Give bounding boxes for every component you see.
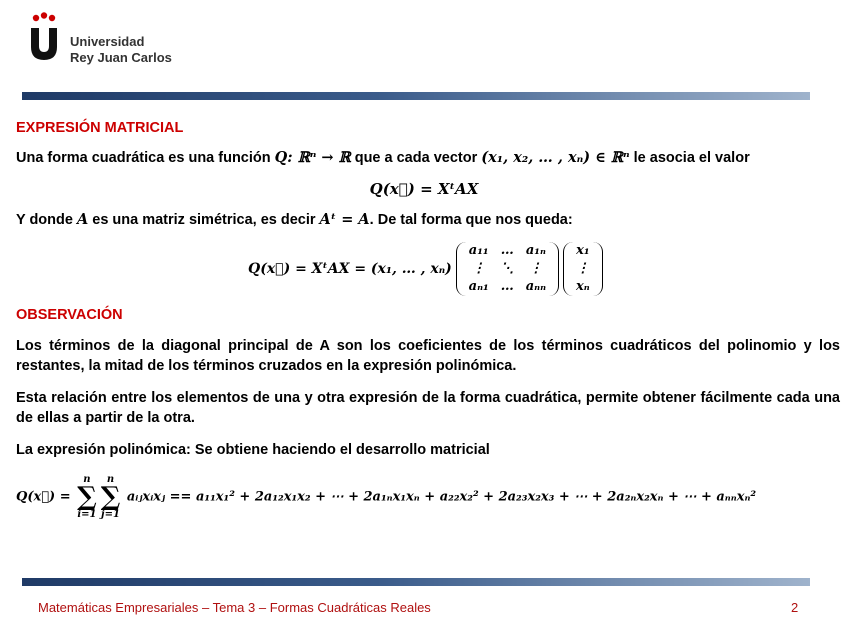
footer-divider-bar xyxy=(22,578,810,586)
matrix-cell: ⋮ xyxy=(472,261,486,276)
matrix-cell: … xyxy=(500,243,514,258)
line2-text-b: es una matriz simétrica, es decir xyxy=(88,212,320,228)
matrix-cell: a₁ₙ xyxy=(525,243,546,258)
intro-math-a: Q: ℝⁿ → ℝ xyxy=(274,149,351,166)
footer-course-title: Matemáticas Empresariales – Tema 3 – Formas Cuadráticas Reales xyxy=(38,600,431,615)
observation-paragraph-2: Esta relación entre los elementos de una y otra expresión de la forma cuadrática, permite obtener fácilmente cada una de ellas a partir de la otra. xyxy=(16,390,840,426)
sum-lower-limit: i=1 xyxy=(77,509,97,520)
observation-paragraph-3: La expresión polinómica: Se obtiene haciendo el desarrollo matricial xyxy=(16,442,490,458)
observation-paragraph-1: Los términos de la diagonal principal de A son los coeficientes de los términos cuadráticos del polinomio y los restantes, la mitad de los términos cruzados en la expresión polinómica. xyxy=(16,338,840,374)
matrix-cell: aₙₙ xyxy=(525,279,547,294)
university-name xyxy=(70,34,172,66)
sum-upper-limit: n xyxy=(83,474,91,485)
line2-text-a: Y donde xyxy=(16,212,77,228)
line2-math-a: A xyxy=(76,211,89,228)
matrix-cell: aₙ₁ xyxy=(468,279,489,294)
sum-lower-limit: j=1 xyxy=(101,509,120,520)
section-title-observation: OBSERVACIÓN xyxy=(16,307,123,323)
matrix-cell: … xyxy=(500,279,514,294)
equation-polynomial-expansion xyxy=(16,474,842,520)
vector-x xyxy=(563,242,603,296)
matrix-cell: ⋮ xyxy=(529,261,543,276)
vector-cell: xₙ xyxy=(575,279,590,294)
equation-quadratic-form: Q(x⃗) = XᵗAX xyxy=(369,180,479,198)
eq3-left: Q(x⃗) = xyxy=(16,489,71,505)
eq3-right: aᵢⱼxᵢxⱼ == a₁₁x₁² + 2a₁₂x₁x₂ + ⋯ + 2a₁ₙx₁xₙ + a₂₂x₂² + 2a₂₃x₂x₃ + ⋯ + 2a₂ₙx₂xₙ + ⋯ + aₙₙxₙ² xyxy=(126,489,757,505)
sigma-icon: ∑ xyxy=(100,482,121,512)
summation-i xyxy=(77,474,97,520)
intro-text-c: le asocia el valor xyxy=(629,150,750,166)
eq2-left: Q(x⃗) = XᵗAX = (x₁, … , xₙ) xyxy=(248,261,452,277)
vector-cell: x₁ xyxy=(576,243,590,258)
intro-text-a: Una forma cuadrática es una función xyxy=(16,150,275,166)
matrix-cell: a₁₁ xyxy=(468,243,489,258)
university-logo xyxy=(28,12,188,72)
intro-math-b: (x₁, x₂, … , xₙ) ∈ ℝⁿ xyxy=(481,149,630,166)
intro-text-b: que a cada vector xyxy=(350,150,482,166)
matrix-a xyxy=(456,242,559,296)
sum-upper-limit: n xyxy=(106,474,115,485)
line2-math-b: Aᵗ = A xyxy=(319,211,370,228)
header-divider-bar xyxy=(22,92,810,100)
summation-j xyxy=(101,474,121,520)
line2-text-c: . De tal forma que nos queda: xyxy=(369,212,573,228)
intro-paragraph xyxy=(16,148,840,168)
university-line1: Universidad xyxy=(70,34,145,49)
sigma-icon: ∑ xyxy=(77,482,97,512)
page-number: 2 xyxy=(791,600,799,615)
symmetric-paragraph xyxy=(16,210,840,230)
urjc-emblem-icon xyxy=(28,12,68,64)
university-line2: Rey Juan Carlos xyxy=(70,50,172,65)
matrix-cell: ⋱ xyxy=(500,261,514,276)
equation-matrix-expansion xyxy=(248,242,603,296)
vector-cell: ⋮ xyxy=(576,261,590,276)
section-title-matrix: EXPRESIÓN MATRICIAL xyxy=(16,120,184,136)
